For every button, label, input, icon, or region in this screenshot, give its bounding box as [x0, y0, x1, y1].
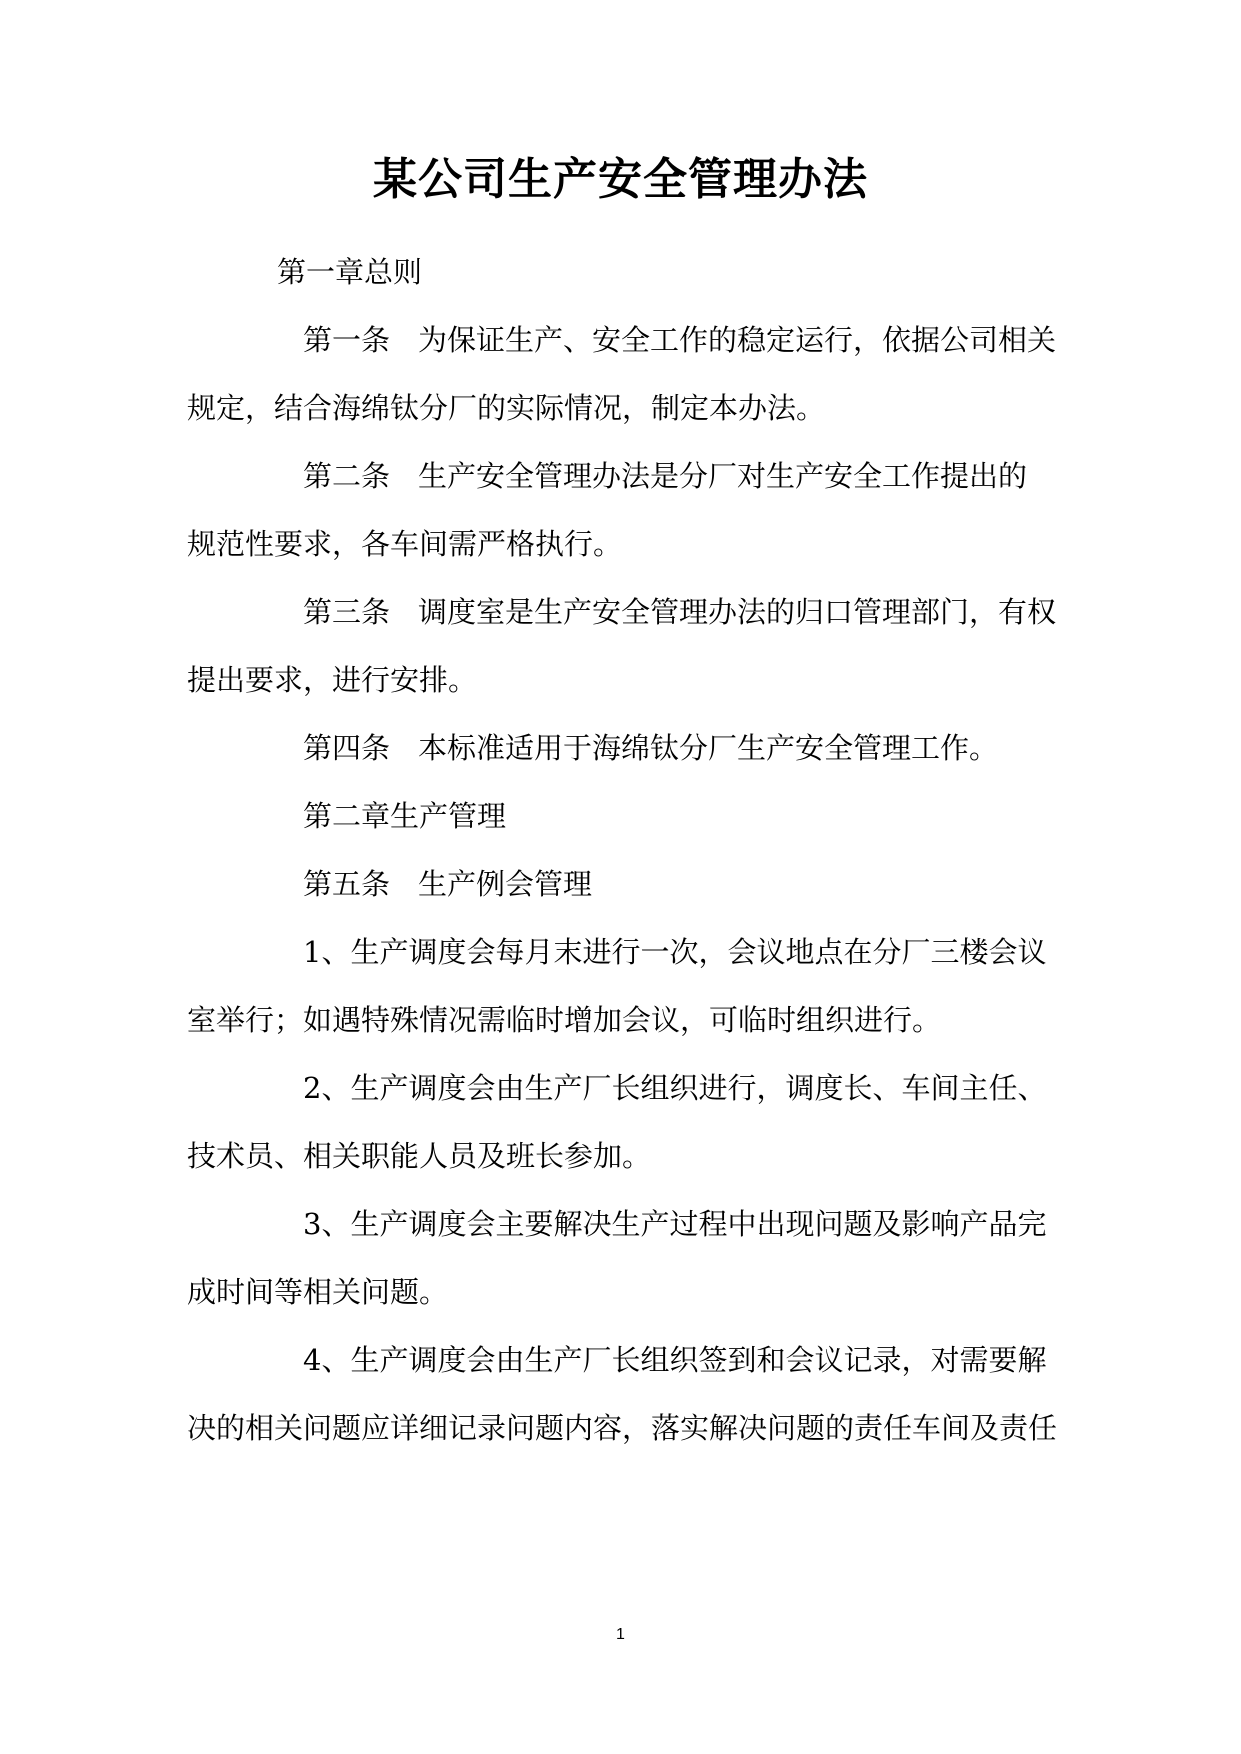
paragraph-line [187, 524, 622, 564]
article-line [303, 864, 592, 904]
paragraph-line [187, 660, 477, 700]
line-text: 决的相关问题应详细记录问题内容，落实解决问题的责任车间及责任 [187, 1411, 1058, 1445]
line-text: 本标准适用于海绵钛分厂生产安全管理工作。 [418, 731, 999, 765]
article-line [303, 592, 1056, 632]
article-line [303, 728, 998, 768]
paragraph-line [187, 1136, 651, 1176]
line-text: 提出要求，进行安排。 [187, 663, 478, 697]
paragraph-line [187, 1000, 941, 1040]
line-text: 室举行；如遇特殊情况需临时增加会议，可临时组织进行。 [187, 1003, 942, 1037]
article-number: 第二条 [303, 459, 391, 493]
line-text: 规定，结合海绵钛分厂的实际情况，制定本办法。 [187, 391, 826, 425]
list-item-line [303, 1340, 1046, 1380]
line-text: 生产安全管理办法是分厂对生产安全工作提出的 [418, 459, 1028, 493]
article-line [303, 320, 1056, 360]
list-item-line [303, 932, 1046, 972]
line-text: 调度室是生产安全管理办法的归口管理部门，有权 [418, 595, 1057, 629]
line-text: 为保证生产、安全工作的稳定运行，依据公司相关 [418, 323, 1057, 357]
line-text: 成时间等相关问题。 [187, 1275, 449, 1309]
line-text: 2、生产调度会由生产厂长组织进行，调度长、车间主任、 [303, 1071, 1047, 1105]
line-text: 技术员、相关职能人员及班长参加。 [187, 1139, 652, 1173]
article-number: 第五条 [303, 867, 391, 901]
article-number: 第三条 [303, 595, 391, 629]
paragraph-line [187, 388, 825, 428]
line-text: 生产例会管理 [418, 867, 593, 901]
page-number: 1 [616, 1626, 625, 1643]
article-number: 第一条 [303, 323, 391, 357]
line-text: 1、生产调度会每月末进行一次，会议地点在分厂三楼会议 [303, 935, 1047, 969]
chapter-heading [277, 252, 422, 292]
article-number: 第四条 [303, 731, 391, 765]
line-text: 第一章总则 [277, 255, 423, 289]
paragraph-line [187, 1408, 1057, 1448]
line-text: 第二章生产管理 [303, 799, 507, 833]
line-text: 规范性要求，各车间需严格执行。 [187, 527, 623, 561]
line-text: 4、生产调度会由生产厂长组织签到和会议记录，对需要解 [303, 1343, 1047, 1377]
list-item-line [303, 1204, 1046, 1244]
paragraph-line [187, 1272, 448, 1312]
document-title: 某公司生产安全管理办法 [373, 154, 868, 205]
chapter-heading [303, 796, 506, 836]
list-item-line [303, 1068, 1046, 1108]
line-text: 3、生产调度会主要解决生产过程中出现问题及影响产品完 [303, 1207, 1047, 1241]
article-line [303, 456, 1027, 496]
